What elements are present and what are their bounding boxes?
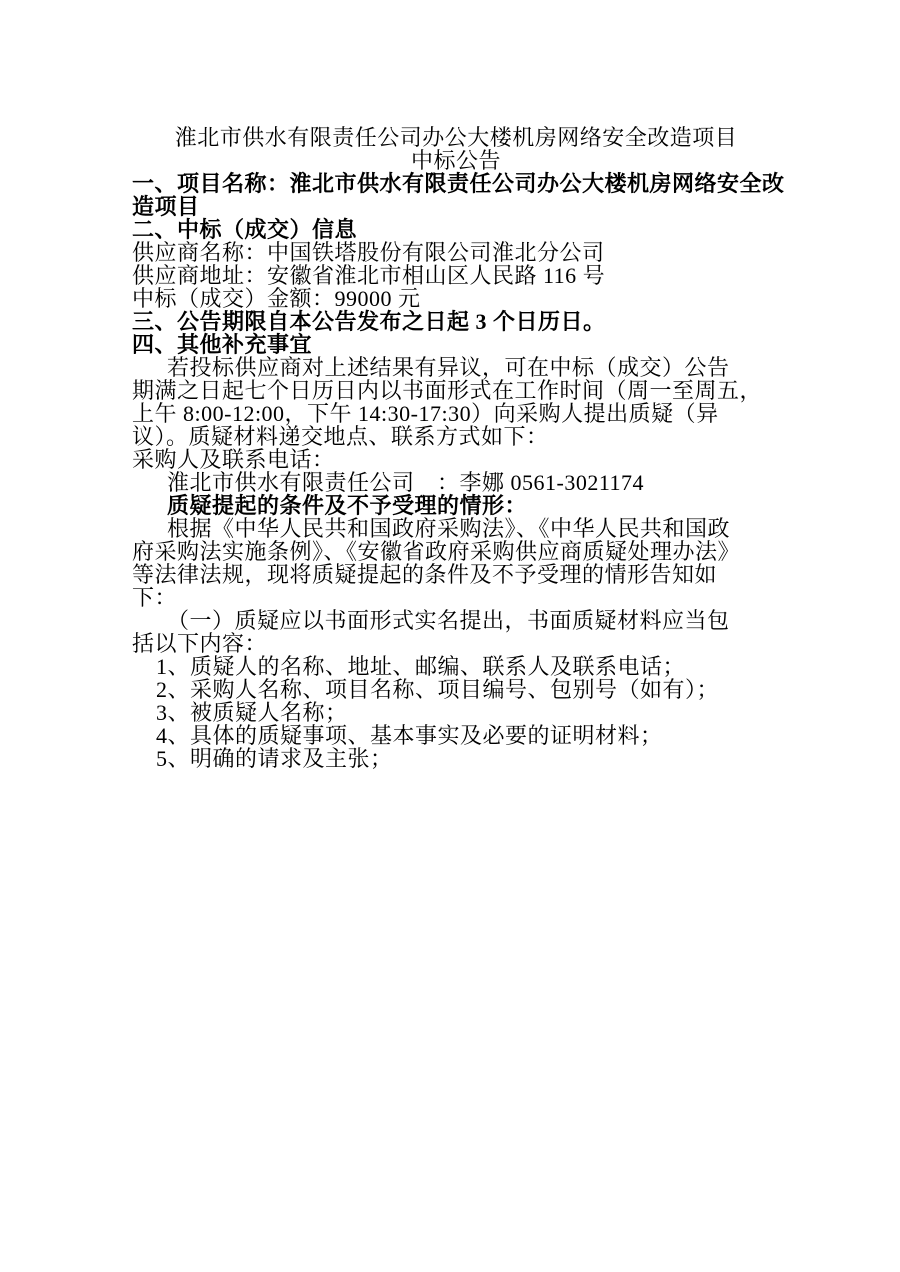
dispute-para-line-1: 若投标供应商对上述结果有异议，可在中标（成交）公告 <box>167 355 730 380</box>
dispute-para-line-3: 上午 8:00-12:00，下午 14:30-17:30）向采购人提出质疑（异 <box>132 401 719 426</box>
written-form-para-line-2: 括以下内容： <box>132 631 268 656</box>
list-item-1: 1、质疑人的名称、地址、邮编、联系人及联系电话； <box>156 654 686 679</box>
dispute-para-line-4: 议）。质疑材料递交地点、联系方式如下： <box>132 424 549 449</box>
award-amount-line: 中标（成交）金额：99000 元 <box>132 286 421 311</box>
list-item-5: 5、明确的请求及主张； <box>156 746 393 771</box>
list-item-3: 3、被质疑人名称； <box>156 700 348 725</box>
purchaser-label: 采购人及联系电话： <box>132 447 335 472</box>
legal-para-line-4: 下： <box>132 585 178 610</box>
supplier-name-line: 供应商名称：中国铁塔股份有限公司淮北分公司 <box>132 240 605 265</box>
legal-para-line-2: 府采购法实施条例》、《安徽省政府采购供应商质疑处理办法》 <box>132 539 741 564</box>
list-item-4: 4、具体的质疑事项、基本事实及必要的证明材料； <box>156 723 663 748</box>
conditions-heading: 质疑提起的条件及不予受理的情形： <box>167 493 528 518</box>
supplier-address-line: 供应商地址：安徽省淮北市相山区人民路 116 号 <box>132 263 606 288</box>
doc-subtitle: 中标公告 <box>410 148 501 173</box>
doc-title: 淮北市供水有限责任公司办公大楼机房网络安全改造项目 <box>174 125 738 150</box>
section2-heading: 二、中标（成交）信息 <box>132 217 358 242</box>
section1-heading-line1: 一、项目名称：淮北市供水有限责任公司办公大楼机房网络安全改 <box>132 171 785 196</box>
dispute-para-line-2: 期满之日起七个日历日内以书面形式在工作时间（周一至周五， <box>132 378 763 403</box>
section3-heading: 三、公告期限自本公告发布之日起 3 个日历日。 <box>132 309 606 334</box>
legal-para-line-3: 等法律法规，现将质疑提起的条件及不予受理的情形告知如 <box>132 562 718 587</box>
section1-heading-line2: 造项目 <box>132 194 200 219</box>
section4-heading: 四、其他补充事宜 <box>132 332 313 357</box>
list-item-2: 2、采购人名称、项目名称、项目编号、包别号（如有）； <box>156 677 720 702</box>
legal-para-line-1: 根据《中华人民共和国政府采购法》、《中华人民共和国政 <box>167 516 731 541</box>
written-form-para-line-1: （一）质疑应以书面形式实名提出，书面质疑材料应当包 <box>167 608 730 633</box>
purchaser-contact-line: 淮北市供水有限责任公司 ：李娜 0561-3021174 <box>167 470 645 495</box>
